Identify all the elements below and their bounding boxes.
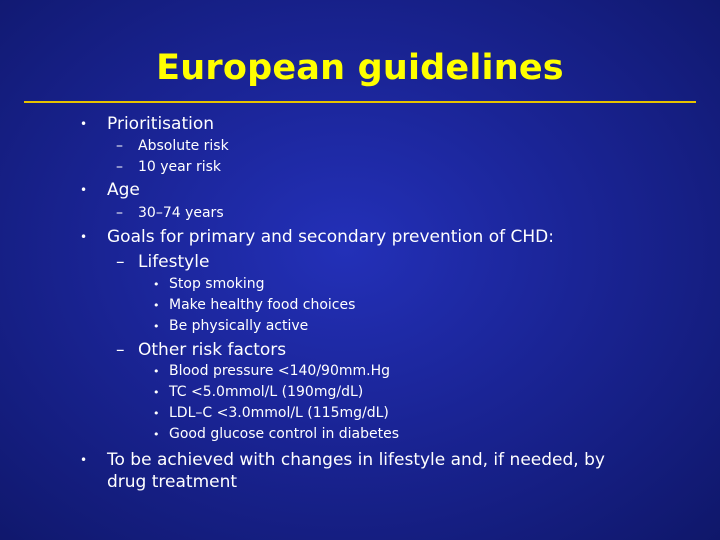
bullet-marker: • [153,299,160,312]
bullet-marker: • [153,320,160,333]
bullet-marker: • [80,117,88,131]
item-stop-smoking: Stop smoking [169,276,265,292]
bullet-marker: • [153,386,160,399]
item-achieved-line1: To be achieved with changes in lifestyle and, if needed, by [107,450,605,470]
item-ldl: LDL–C <3.0mmol/L (115mg/dL) [169,405,389,421]
bullet-marker: • [153,428,160,441]
item-goals: Goals for primary and secondary prevention of CHD: [107,227,554,247]
slide-title: European guidelines [156,48,564,88]
item-age-range: 30–74 years [138,205,224,221]
bullet-marker: • [80,183,88,197]
item-blood-pressure: Blood pressure <140/90mm.Hg [169,363,391,379]
dash-marker: – [116,205,123,221]
bullet-marker: • [153,278,160,291]
item-age: Age [107,180,140,200]
item-other-risk: Other risk factors [138,340,287,360]
dash-marker: – [116,252,125,272]
item-prioritisation: Prioritisation [107,114,215,134]
item-tc: TC <5.0mmol/L (190mg/dL) [169,384,364,400]
bullet-marker: • [80,453,88,467]
item-ten-year-risk: 10 year risk [138,159,221,175]
item-achieved-line2: drug treatment [107,472,238,492]
bullet-marker: • [153,365,160,378]
bullet-marker: • [153,407,160,420]
title-underline [24,101,696,103]
item-physically-active: Be physically active [169,318,309,334]
item-absolute-risk: Absolute risk [138,138,229,154]
item-healthy-food: Make healthy food choices [169,297,356,313]
item-lifestyle: Lifestyle [138,252,210,272]
dash-marker: – [116,159,123,175]
dash-marker: – [116,340,125,360]
bullet-marker: • [80,230,88,244]
dash-marker: – [116,138,123,154]
item-glucose: Good glucose control in diabetes [169,426,400,442]
